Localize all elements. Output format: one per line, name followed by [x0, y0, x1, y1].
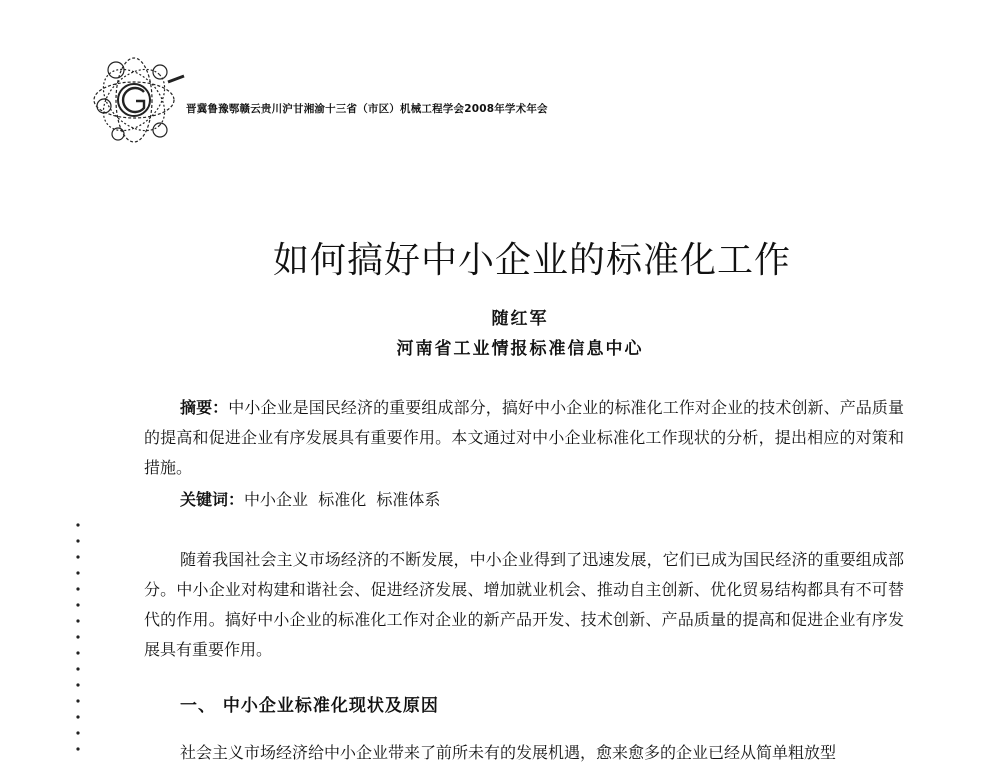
abstract — [144, 393, 904, 483]
author-name: 随红军 — [491, 309, 549, 329]
abstract-label: 摘要： — [180, 398, 229, 417]
keywords — [180, 485, 440, 515]
conference-emblem-icon — [86, 48, 190, 148]
paper-title: 如何搞好中小企业的标准化工作 — [272, 240, 791, 281]
keywords-label: 关键词： — [180, 490, 245, 509]
abstract-text: 中小企业是国民经济的重要组成部分，搞好中小企业的标准化工作对企业的技术创新、产品质量的提高和促进企业有序发展具有重要作用。本文通过对中小企业标准化工作现状的分析，提出相应的对策和措施。 — [144, 398, 904, 477]
keywords-text: 中小企业 标准化 标准体系 — [244, 490, 441, 509]
binding-margin-dots — [75, 522, 81, 758]
conference-header: 晋冀鲁豫鄂赣云贵川沪甘湘渝十三省（市区）机械工程学会2008年学术年会 — [186, 103, 548, 115]
author-affiliation: 河南省工业情报标准信息中心 — [396, 339, 644, 359]
section-heading-1: 一、 中小企业标准化现状及原因 — [180, 696, 439, 716]
body-paragraph-1: 随着我国社会主义市场经济的不断发展，中小企业得到了迅速发展，它们已成为国民经济的重要组成部分。中小企业对构建和谐社会、促进经济发展、增加就业机会、推动自主创新、优化贸易结构都具有不可替代的作用。搞好中小企业的标准化工作对企业的新产品开发、技术创新、产品质量的提高和促进企业有序发展具有重要作用。 — [144, 550, 904, 659]
body-paragraph-2: 社会主义市场经济给中小企业带来了前所未有的发展机遇，愈来愈多的企业已经从简单粗放型 — [180, 743, 837, 762]
